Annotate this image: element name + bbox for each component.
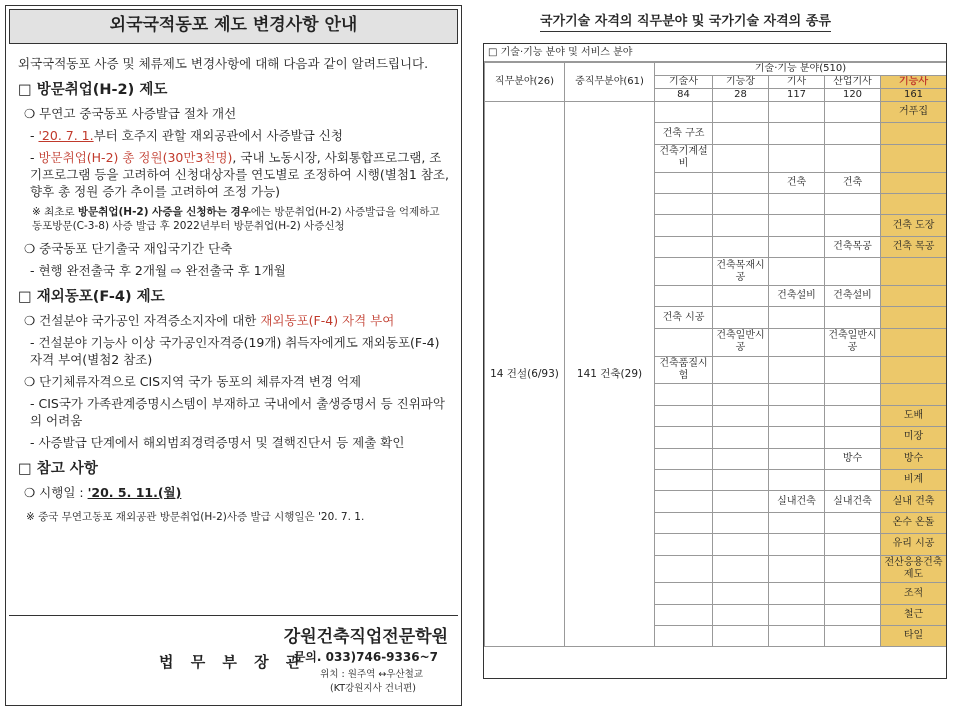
table-cell: 비계 <box>881 469 947 490</box>
table-cell <box>655 384 713 405</box>
table-cell <box>655 193 713 214</box>
mid-field-cell: 141 건축(29) <box>565 102 655 647</box>
effective-date <box>24 484 449 501</box>
table-cell: 도배 <box>881 405 947 426</box>
table-cell: 건축 도장 <box>881 215 947 236</box>
table-cell <box>769 258 825 286</box>
table-cell <box>825 469 881 490</box>
table-cell <box>769 384 825 405</box>
header-col-4: 기능사 <box>881 76 947 89</box>
table-cell <box>825 356 881 384</box>
header-count-3: 120 <box>825 89 881 102</box>
header-mid-field: 중직무분야(61) <box>565 63 655 102</box>
f4-item-1-detail: - 건설분야 기능사 이상 국가공인자격증(19개) 취득자에게도 재외동포(F-4) 자격 부여(별첨2 참조) <box>30 335 440 367</box>
table-box-label: □ 기술·기능 분야 및 서비스 분야 <box>484 44 946 62</box>
table-cell: 건축일반시공 <box>713 328 769 356</box>
table-cell: 건축 목공 <box>881 236 947 257</box>
table-cell <box>769 193 825 214</box>
table-cell <box>655 285 713 306</box>
table-cell: 전산응용건축제도 <box>881 555 947 583</box>
table-cell: 실내건축 <box>769 491 825 512</box>
table-cell <box>655 102 713 123</box>
table-cell <box>713 583 769 604</box>
table-cell <box>713 405 769 426</box>
table-cell <box>713 123 769 144</box>
header-col-2: 기사 <box>769 76 825 89</box>
notice-panel <box>5 5 462 706</box>
academy-location-2: (KT강원지사 건너편) <box>330 683 416 694</box>
table-cell <box>769 328 825 356</box>
f4-item-1-a: ❍ 건설분야 국가공인 자격증소지자에 대한 <box>24 313 261 328</box>
table-cell <box>769 555 825 583</box>
table-cell <box>713 427 769 448</box>
h2-item-3-detail: - 현행 완전출국 후 2개월 ⇨ 완전출국 후 1개월 <box>30 263 286 278</box>
ministry-signature: 법 무 부 장 관 <box>159 653 307 671</box>
table-cell <box>825 555 881 583</box>
table-cell <box>769 144 825 172</box>
table-cell: 건축품질시험 <box>655 356 713 384</box>
ref-note: ※ 중국 무연고동포 재외공관 방문취업(H-2)사증 발급 시행일은 '20. 7. 1. <box>26 511 365 523</box>
h2-item-1: ❍ 무연고 중국동포 사증발급 절차 개선 <box>24 106 237 121</box>
table-cell <box>713 215 769 236</box>
table-cell <box>713 307 769 328</box>
table-cell <box>655 405 713 426</box>
h2-note-c: 에는 방문취업(H-2) 사증발급을 억제하고 동포방문(C-3-8) 사증 발급 후 2022년부터 방문취업(H-2) 사증신청 <box>32 206 440 232</box>
table-cell <box>825 534 881 555</box>
table-cell <box>713 626 769 647</box>
header-count-0: 84 <box>655 89 713 102</box>
h2-note-a: ※ 최초로 <box>32 206 78 218</box>
table-cell: 타일 <box>881 626 947 647</box>
qualification-table-box <box>483 43 947 679</box>
notice-footer <box>9 615 458 702</box>
table-cell: 건축기계설비 <box>655 144 713 172</box>
table-cell <box>713 604 769 625</box>
table-cell <box>769 583 825 604</box>
academy-name: 강원건축직업전문학원 <box>283 627 448 647</box>
table-cell <box>769 236 825 257</box>
table-cell: 방수 <box>881 448 947 469</box>
table-cell <box>881 328 947 356</box>
table-cell <box>825 215 881 236</box>
h2-item-3: ❍ 중국동포 단기출국 재입국기간 단축 <box>24 241 233 256</box>
table-cell: 거푸집 <box>881 102 947 123</box>
table-cell: 건축 <box>769 172 825 193</box>
table-cell: 건축목재시공 <box>713 258 769 286</box>
table-cell <box>769 512 825 533</box>
table-cell: 방수 <box>825 448 881 469</box>
table-cell <box>769 405 825 426</box>
table-cell <box>825 193 881 214</box>
section-ref-heading: □ 참고 사항 <box>18 461 98 477</box>
notice-intro: 외국국적동포 사증 및 체류제도 변경사항에 대해 다음과 같이 알려드립니다. <box>18 56 429 71</box>
table-cell <box>713 172 769 193</box>
table-cell <box>825 626 881 647</box>
table-cell <box>769 307 825 328</box>
table-cell <box>655 215 713 236</box>
section-h2-heading: □ 방문취업(H-2) 제도 <box>18 82 168 98</box>
table-cell <box>769 604 825 625</box>
table-cell: 온수 온돌 <box>881 512 947 533</box>
table-cell <box>713 144 769 172</box>
table-cell <box>881 307 947 328</box>
table-cell: 건축일반시공 <box>825 328 881 356</box>
table-cell: 건축설비 <box>769 285 825 306</box>
h2-item-1-detail: - '20. 7. 1.부터 호주지 관할 재외공관에서 사증발급 신청 <box>30 128 343 143</box>
h2-quota-rest: , 국내 노동시장, 사회통합프로그램, 조기프로그램 등을 고려하여 신청대상자를 연도별로 조정하여 시행(별첨1 참조, 향후 총 정원 증가 추이를 고려하여 조정 가능) <box>30 150 449 199</box>
notice-title: 외국국적동포 제도 변경사항 안내 <box>9 9 458 44</box>
table-cell <box>655 626 713 647</box>
table-cell <box>881 193 947 214</box>
table-cell <box>713 285 769 306</box>
table-cell <box>655 448 713 469</box>
h2-note <box>32 205 449 233</box>
table-cell <box>655 427 713 448</box>
table-cell <box>881 144 947 172</box>
table-cell <box>825 307 881 328</box>
table-cell: 미장 <box>881 427 947 448</box>
table-cell <box>655 534 713 555</box>
field-cell: 14 건설(6/93) <box>485 102 565 647</box>
section-f4-heading: □ 재외동포(F-4) 제도 <box>18 289 165 305</box>
header-count-2: 117 <box>769 89 825 102</box>
table-cell <box>769 102 825 123</box>
effective-date-label: ❍ 시행일 : <box>24 485 88 500</box>
table-cell: 건축 <box>825 172 881 193</box>
table-cell <box>825 427 881 448</box>
table-cell <box>655 604 713 625</box>
table-cell: 건축 구조 <box>655 123 713 144</box>
table-cell <box>655 258 713 286</box>
table-cell <box>769 215 825 236</box>
table-cell <box>713 356 769 384</box>
table-cell <box>881 356 947 384</box>
table-title: 국가기술 자격의 직무분야 및 국가기술 자격의 종류 <box>540 10 831 32</box>
table-cell <box>825 144 881 172</box>
academy-tel: 문의. 033)746-9336~7 <box>293 650 438 664</box>
h2-date: '20. 7. 1. <box>38 128 94 143</box>
header-col-1: 기능장 <box>713 76 769 89</box>
academy-location: 위치 : 원주역 ↔우산철교 <box>320 669 423 680</box>
table-cell <box>713 469 769 490</box>
table-cell: 건축설비 <box>825 285 881 306</box>
table-cell <box>713 512 769 533</box>
table-cell <box>713 534 769 555</box>
table-cell <box>825 123 881 144</box>
table-cell <box>769 123 825 144</box>
h2-quota: 방문취업(H-2) 총 정원(30만3천명) <box>38 150 233 165</box>
header-count-4: 161 <box>881 89 947 102</box>
table-cell: 철근 <box>881 604 947 625</box>
table-cell <box>769 448 825 469</box>
table-cell <box>825 583 881 604</box>
table-cell <box>655 328 713 356</box>
f4-item-1 <box>24 312 449 329</box>
f4-item-2: ❍ 단기체류자격으로 CIS지역 국가 동포의 체류자격 변경 억제 <box>24 374 362 389</box>
table-cell <box>769 469 825 490</box>
table-cell <box>655 583 713 604</box>
table-cell: 건축 시공 <box>655 307 713 328</box>
effective-date-value: '20. 5. 11.(월) <box>87 485 182 500</box>
qualification-table <box>484 62 947 647</box>
table-cell <box>713 384 769 405</box>
table-cell <box>825 604 881 625</box>
table-cell <box>769 427 825 448</box>
h2-date-rest: 부터 호주지 관할 재외공관에서 사증발급 신청 <box>93 128 343 143</box>
table-cell <box>825 384 881 405</box>
header-col-3: 산업기사 <box>825 76 881 89</box>
table-cell <box>825 512 881 533</box>
table-cell <box>881 285 947 306</box>
h2-item-2: - 방문취업(H-2) 총 정원(30만3천명), 국내 노동시장, 사회통합프로그램, 조기프로그램 등을 고려하여 신청대상자를 연도별로 조정하여 시행(별첨1 참조, 향후 총 정원 증가 추이를 고려하여 조정 가능) <box>30 150 449 199</box>
f4-item-2-detail: - CIS국가 가족관계증명시스템이 부재하고 국내에서 출생증명서 등 진위파악의 어려움 <box>30 396 445 428</box>
header-count-1: 28 <box>713 89 769 102</box>
table-cell <box>769 534 825 555</box>
f4-item-1-red: 재외동포(F-4) 자격 부여 <box>260 313 395 328</box>
header-col-0: 기술사 <box>655 76 713 89</box>
table-cell <box>825 405 881 426</box>
h2-note-b: 방문취업(H-2) 사증을 신청하는 경우 <box>77 206 251 218</box>
table-cell <box>655 491 713 512</box>
table-cell <box>655 469 713 490</box>
table-cell <box>713 193 769 214</box>
table-cell <box>881 172 947 193</box>
table-cell: 건축목공 <box>825 236 881 257</box>
table-cell <box>655 512 713 533</box>
header-field: 직무분야(26) <box>485 63 565 102</box>
table-cell: 유리 시공 <box>881 534 947 555</box>
header-group: 기술·기능 분야(510) <box>655 63 947 76</box>
table-cell <box>881 258 947 286</box>
table-cell <box>713 236 769 257</box>
table-cell <box>655 172 713 193</box>
table-cell <box>655 555 713 583</box>
table-cell <box>825 102 881 123</box>
table-cell <box>825 258 881 286</box>
table-cell <box>881 123 947 144</box>
table-row <box>485 102 947 123</box>
table-cell: 실내건축 <box>825 491 881 512</box>
table-cell <box>881 384 947 405</box>
table-cell <box>769 626 825 647</box>
table-cell: 조적 <box>881 583 947 604</box>
table-cell: 실내 건축 <box>881 491 947 512</box>
table-cell <box>713 448 769 469</box>
f4-item-2-detail-2: - 사증발급 단계에서 해외범죄경력증명서 및 결핵진단서 등 제출 확인 <box>30 435 405 450</box>
table-cell <box>769 356 825 384</box>
table-cell <box>713 555 769 583</box>
notice-body <box>6 47 461 526</box>
table-cell <box>713 102 769 123</box>
table-cell <box>713 491 769 512</box>
table-cell <box>655 236 713 257</box>
